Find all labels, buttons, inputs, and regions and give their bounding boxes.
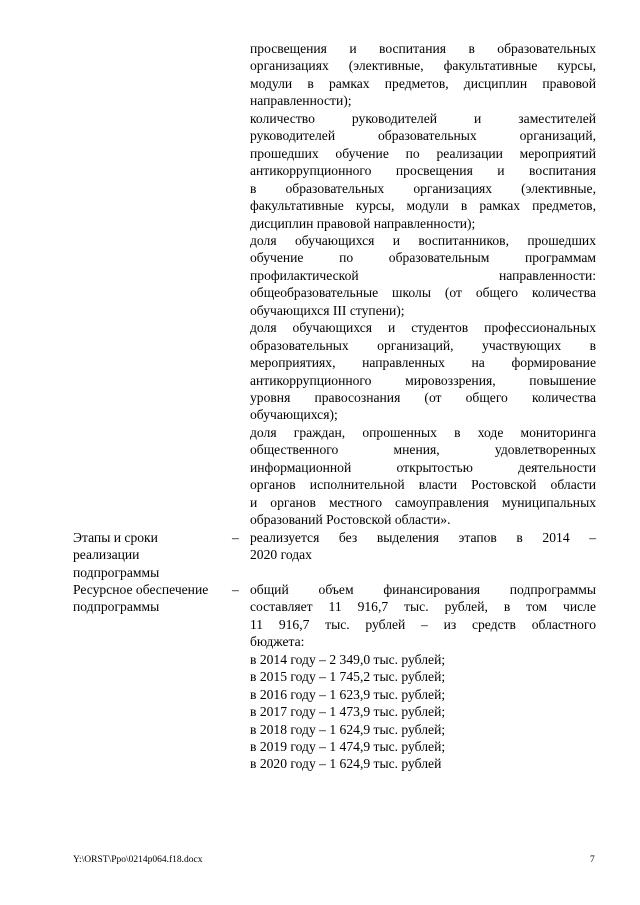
stages-label: реализации xyxy=(73,547,140,563)
text-line: информационной открытостью деятельности xyxy=(250,459,596,475)
stages-label: Этапы и сроки xyxy=(73,529,158,545)
funding-year-line: в 2015 году – 1 745,2 тыс. рублей; xyxy=(250,669,446,685)
resources-value: бюджета: xyxy=(250,634,305,650)
text-line: доля граждан, опрошенных в ходе мониторинга xyxy=(250,424,596,440)
text-line: прошедших обучение по реализации мероприятий xyxy=(250,145,596,161)
stages-label: подпрограммы xyxy=(73,564,160,580)
text-line: уровня правосознания (от общего количества xyxy=(250,390,596,405)
text-line: образований Ростовской области». xyxy=(250,512,451,528)
funding-year-line: в 2017 году – 1 473,9 тыс. рублей; xyxy=(250,704,446,720)
text-line: обучающихся III ступени); xyxy=(250,302,405,318)
stages-value: реализуется без выделения этапов в 2014 – xyxy=(250,529,596,545)
text-line: и органов местного самоуправления муниципальных xyxy=(250,494,596,510)
resources-dash: – xyxy=(232,581,239,597)
stages-dash: – xyxy=(232,529,239,545)
text-line: дисциплин правовой направленности); xyxy=(250,215,476,231)
text-line: в образовательных организациях (элективные, xyxy=(250,180,596,196)
text-line: факультативные курсы, модули в рамках предметов, xyxy=(250,198,596,214)
text-line: профилактической направленности: xyxy=(250,267,596,283)
page-number: 7 xyxy=(590,855,595,865)
funding-year-line: в 2018 году – 1 624,9 тыс. рублей; xyxy=(250,721,446,737)
text-line: органов исполнительной власти Ростовской области xyxy=(250,477,596,493)
text-line: модули в рамках предметов, дисциплин правовой xyxy=(250,75,596,91)
resources-value: составляет 11 916,7 тыс. рублей, в том числе xyxy=(250,599,596,615)
text-line: общественного мнения, удовлетворенных xyxy=(250,442,596,458)
resources-label: Ресурсное обеспечение xyxy=(73,581,209,597)
text-line: антикоррупционного мировоззрения, повышение xyxy=(250,372,596,388)
footer-file-path: Y:\ORST\Ppo\0214p064.f18.docx xyxy=(73,855,203,865)
text-line: мероприятиях, направленных на формирование xyxy=(250,355,596,371)
text-line: обучение по образовательным программам xyxy=(250,250,596,266)
text-line: образовательных организаций, участвующих в xyxy=(250,337,596,353)
text-line: руководителей образовательных организаций, xyxy=(250,128,596,144)
resources-label: подпрограммы xyxy=(73,599,160,615)
text-line: просвещения и воспитания в образовательных xyxy=(250,41,596,56)
text-line: доля обучающихся и студентов профессиональных xyxy=(250,320,596,336)
text-line: доля обучающихся и воспитанников, прошедших xyxy=(250,232,596,248)
stages-value: 2020 годах xyxy=(250,547,312,563)
text-line: организациях (элективные, факультативные курсы, xyxy=(250,58,596,74)
funding-year-line: в 2016 году – 1 623,9 тыс. рублей; xyxy=(250,686,446,702)
resources-value: общий объем финансирования подпрограммы xyxy=(250,581,596,597)
text-line: общеобразовательные школы (от общего количества xyxy=(250,285,596,301)
funding-year-line: в 2020 году – 1 624,9 тыс. рублей xyxy=(250,756,442,772)
funding-year-line: в 2014 году – 2 349,0 тыс. рублей; xyxy=(250,651,446,667)
resources-value: 11 916,7 тыс. рублей – из средств областного xyxy=(250,616,596,632)
text-line: количество руководителей и заместителей xyxy=(250,110,596,126)
funding-year-line: в 2019 году – 1 474,9 тыс. рублей; xyxy=(250,739,446,754)
text-line: обучающихся); xyxy=(250,407,338,423)
text-line: антикоррупционного просвещения и воспитания xyxy=(250,163,596,179)
text-line: направленности); xyxy=(250,93,352,109)
